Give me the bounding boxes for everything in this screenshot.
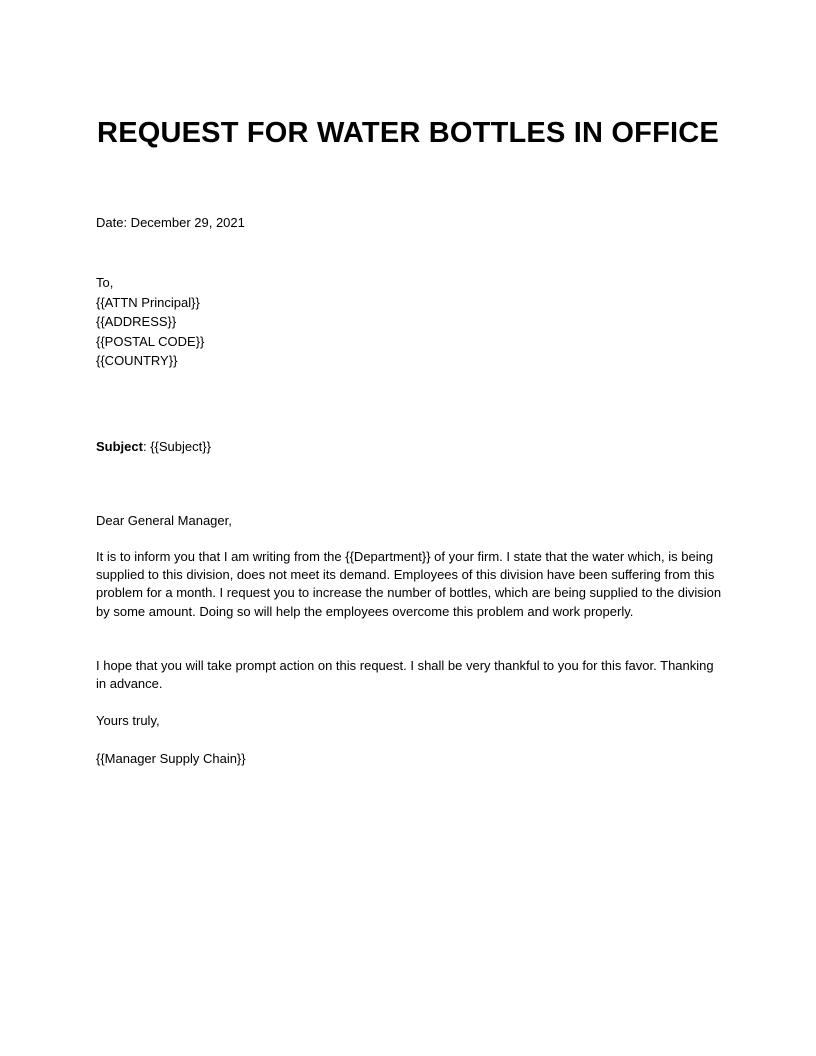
letter-title: REQUEST FOR WATER BOTTLES IN OFFICE — [97, 117, 719, 149]
salutation: Dear General Manager, — [96, 513, 232, 528]
body-paragraph-1: It is to inform you that I am writing from the {{Department}} of your firm. I state that the water which, is being supplied to this division, does not meet its demand. Employees of this division have been suffering from this problem for a month. I request you to increase the number of bottles, which are being supplied to the division by some amount. Doing so will help the employees overcome this problem and work properly. — [96, 549, 722, 619]
letter-date: Date: December 29, 2021 — [96, 215, 245, 230]
recipient-attn: {{ATTN Principal}} — [96, 294, 200, 310]
recipient-address-block — [96, 273, 726, 371]
recipient-to: To, — [96, 275, 114, 290]
recipient-postal-code: {{POSTAL CODE}} — [96, 333, 205, 349]
signature: {{Manager Supply Chain}} — [96, 751, 246, 766]
recipient-address: {{ADDRESS}} — [96, 314, 177, 329]
subject-value: : {{Subject}} — [142, 439, 211, 454]
body-paragraph-2: I hope that you will take prompt action on this request. I shall be very thankful to you for this favor. Thanking in advance. — [96, 658, 714, 692]
subject-line — [96, 437, 211, 456]
subject-label: Subject — [96, 439, 143, 454]
recipient-country: {{COUNTRY}} — [96, 353, 178, 368]
closing: Yours truly, — [96, 713, 160, 728]
